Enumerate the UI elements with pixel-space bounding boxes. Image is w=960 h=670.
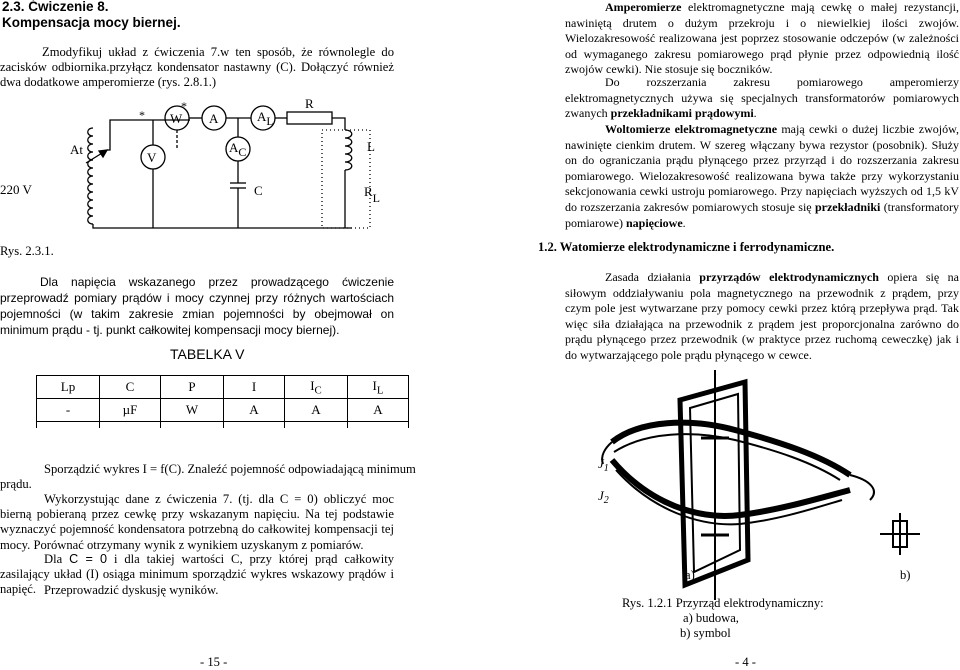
marker-star-1: * <box>139 108 145 122</box>
voltmeter-paragraph: Woltomierze elektromagnetyczne mają cewki o dużej liczbie zwojów, nawinięte cienkim drutem. W szereg włączany bywa rezystor (posobnik). Służy on do ograniczania prądu płynącego przez przyrząd i do rozszerzania zakresu pomiarowego. Wielozakresowość realizowana bywa także przy wykorzystaniu sekcjonowania cewki ustroju pomiarowego. Przy napięciach wyższych od 1,5 kV do rozszerzania zakresów pomiarowych stosuje się przekładniki (transformatory pomiarowe) napięciowe. <box>565 122 960 230</box>
unit-p: W <box>161 399 224 422</box>
figure-caption-part-a: a) budowa, <box>683 611 739 625</box>
voltmeter-label: V <box>147 150 157 165</box>
figure-caption-2-3-1: Rys. 2.3.1. <box>0 244 54 258</box>
col-header-c: C <box>100 376 161 399</box>
coil-j1-label: $J_1$ <box>598 456 609 474</box>
col-header-p: P <box>161 376 224 399</box>
unit-lp: - <box>37 399 100 422</box>
unit-i: A <box>224 399 285 422</box>
section-heading-number: 2.3. Ćwiczenie 8. <box>2 0 109 14</box>
intro-paragraph: Zmodyfikuj układ z ćwiczenia 7.w ten sposób, że równolegle do zacisków odbiornika.przyłącz kondensator nastawny (C). Dołączyć również dwa dodatkowe amperomierze (rys. 2.8.1.) <box>0 45 394 90</box>
unit-il: A <box>348 399 409 422</box>
figure-caption-1-2-1: Rys. 1.2.1 Przyrząd elektrodynamiczny: <box>622 596 824 610</box>
autotransformer-label: At <box>70 142 83 157</box>
measurement-table <box>36 375 409 428</box>
ammeter-label: A <box>209 111 219 126</box>
figure-label-b: b) <box>900 568 911 582</box>
figure-label-a: a) <box>685 568 695 582</box>
figure-caption-part-b: b) symbol <box>680 626 731 640</box>
table-title: TABELKA V <box>170 346 245 362</box>
capacitor-label: C <box>254 183 263 198</box>
unit-c: µF <box>100 399 161 422</box>
col-header-il: $I_L$ <box>348 376 409 399</box>
section-title-1-2: 1.2. Watomierze elektrodynamiczne i ferrodynamiczne. <box>538 240 835 254</box>
page-number-right: - 4 - <box>735 655 756 669</box>
current-transformer-paragraph: Do rozszerzania zakresu pomiarowego amperomierzy elektromagnetycznych używa się specjalnych transformatorów pomiarowych zwanych przekładnikami prądowymi. <box>565 75 959 121</box>
col-header-ic: $I_C$ <box>285 376 348 399</box>
table-units-row <box>37 399 409 422</box>
circuit-diagram <box>0 95 400 230</box>
task-3-text: Dla C = 0 i dla takiej wartości C, przy której prąd całkowity zasilający układ (I) osiąga minimum sporządzić wykres wskazowy prądów i napięć. <box>0 552 394 597</box>
section-heading-title: Kompensacja mocy biernej. <box>2 15 181 30</box>
col-header-lp: Lp <box>37 376 100 399</box>
col-header-i: I <box>224 376 285 399</box>
supply-voltage-label: 220 V <box>0 182 32 197</box>
electrodynamic-instrument-drawing <box>560 365 960 665</box>
ammeter-paragraph: Amperomierze elektromagnetyczne mają cewkę o małej rezystancji, nawiniętą drutem o dużym przekroju i o niewielkiej ilości zwojów. Wielozakresowość realizowana jest poprzez stosowanie odczepów (w zależności od wymaganego zakresu pomiarowego prąd płynie przez odpowiednią ilość zwojów cewki). Nie stosuje się boczników. <box>565 0 959 77</box>
ammeter-load-label: AL <box>257 109 274 128</box>
measurement-paragraph: Dla napięcia wskazanego przez prowadzącego ćwiczenie przeprowadź pomiary prądów i mocy czynnej przy różnych wartościach pojemności (w takim zakresie zmian pojemności by obejmował on minimum prądu - tj. punkt całkowitej kompensacji mocy biernej). <box>0 275 394 337</box>
task-2-text: Wykorzystując dane z ćwiczenia 7. (tj. dla C = 0) obliczyć moc bierną pobieraną przez cewkę przy wskazanym napięciu. Na tej podstawie wyznaczyć pojemność kondensatora potrzebną do całkowitej kompensacji tej mocy. Porównać otrzymany wynik z wynikiem uzyskanym z pomiarów. <box>0 492 394 552</box>
task-4-text: Przeprowadzić dyskusję wyników. <box>44 583 219 597</box>
ammeter-capacitor-label: AC <box>229 140 247 159</box>
unit-ic: A <box>285 399 348 422</box>
wattmeter-label: W <box>170 111 183 126</box>
load-resistance-label: RL <box>364 184 381 205</box>
marker-star-2: * <box>181 99 187 113</box>
electrodynamic-paragraph: Zasada działania przyrządów elektrodynamicznych opiera się na siłowym oddziaływaniu pola magnetycznego na przewodnik z prądem, przy czym pole jest wytwarzane przy pomocy cewki przez którą przepływa prąd. Tak więc siła działająca na przewodnik z prądem jest proporcjonalna zarówno do prądu płynącego przez przewodnik (w praktyce przez ruchomą ceweczkę) jak i do wytwarzającego pole prądu płynącego w cewce. <box>565 270 959 362</box>
coil-j2-label: $J_2$ <box>598 488 609 506</box>
table-empty-row <box>37 422 409 429</box>
page-number-left: - 15 - <box>200 655 228 669</box>
resistor-label: R <box>305 96 314 111</box>
inductor-label: L <box>367 139 375 154</box>
task-1-continuation: prądu. <box>0 477 32 491</box>
table-header-row <box>37 376 409 399</box>
task-1-text: Sporządzić wykres I = f(C). Znaleźć pojemność odpowiadającą minimum <box>44 462 416 476</box>
